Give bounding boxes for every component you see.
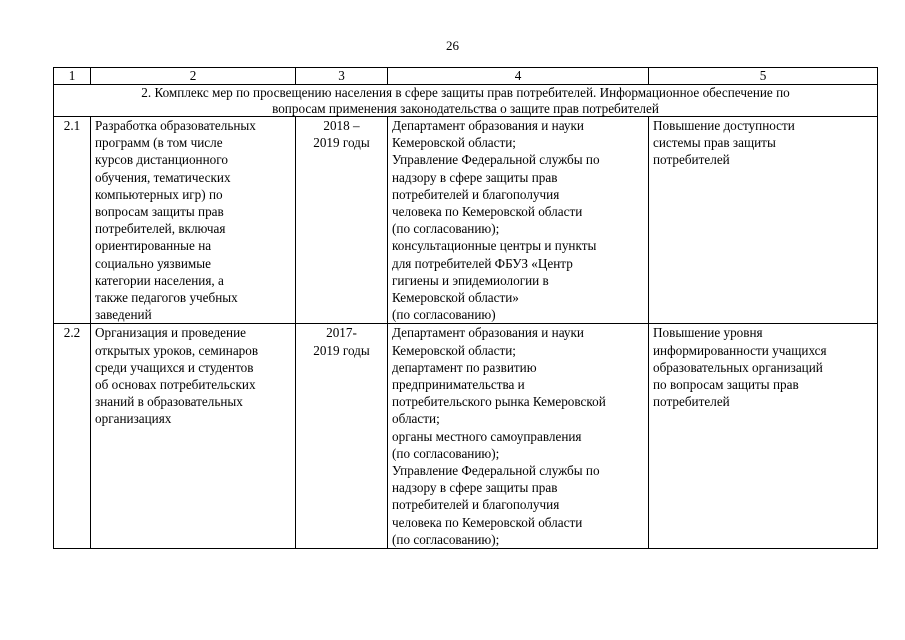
cell-line: (по согласованию): [392, 307, 496, 323]
cell-line: Повышение уровня: [653, 325, 763, 341]
cell-line: потребителей: [653, 394, 730, 410]
cell-line: (по согласованию);: [392, 531, 500, 547]
cell-line: Департамент образования и науки: [392, 118, 584, 133]
cell-line: гигиены и эпидемиологии в: [392, 272, 549, 288]
cell-line: Повышение доступности: [653, 118, 795, 133]
section-row: [54, 85, 878, 117]
cell-line: образовательных организаций: [653, 359, 823, 375]
cell-line: для потребителей ФБУЗ «Центр: [392, 255, 573, 271]
cell-line: по вопросам защиты прав: [653, 377, 799, 393]
measures-table: [53, 67, 878, 549]
cell-line: системы прав защиты: [653, 135, 776, 151]
table-row: [54, 324, 878, 549]
cell-line: области;: [392, 411, 440, 427]
cell-line: организациях: [95, 411, 172, 427]
cell-line: консультационные центры и пункты: [392, 238, 597, 254]
result-cell: [649, 117, 878, 324]
header-col-5: 5: [649, 68, 878, 85]
cell-line: человека по Кемеровской области: [392, 514, 583, 530]
cell-line: программ (в том числе: [95, 135, 223, 151]
period-cell: [296, 324, 388, 549]
cell-line: человека по Кемеровской области: [392, 204, 583, 220]
cell-line: социально уязвимые: [95, 255, 211, 271]
cell-line: Организация и проведение: [95, 325, 246, 341]
header-col-4: 4: [388, 68, 649, 85]
cell-line: органы местного самоуправления: [392, 428, 582, 444]
section-title-line: вопросам применения законодательства о защите прав потребителей: [272, 100, 659, 116]
header-col-1: 1: [54, 68, 91, 85]
cell-line: знаний в образовательных: [95, 394, 243, 410]
cell-line: среди учащихся и студентов: [95, 359, 254, 375]
cell-line: открытых уроков, семинаров: [95, 342, 259, 358]
header-row: [54, 68, 878, 85]
cell-line: об основах потребительских: [95, 377, 256, 393]
cell-line: 2019 годы: [313, 342, 370, 358]
cell-line: потребительского рынка Кемеровской: [392, 394, 606, 410]
cell-line: 2018 –: [323, 118, 360, 133]
cell-line: заведений: [95, 307, 152, 323]
cell-line: Кемеровской области;: [392, 342, 516, 358]
cell-line: Управление Федеральной службы по: [392, 152, 600, 168]
result-cell: [649, 324, 878, 549]
cell-line: потребителей: [653, 152, 730, 168]
cell-line: информированности учащихся: [653, 342, 827, 358]
cell-line: ориентированные на: [95, 238, 212, 254]
cell-line: (по согласованию);: [392, 221, 500, 237]
executors-cell: [388, 324, 649, 549]
row-number: 2.1: [54, 117, 91, 324]
cell-line: надзору в сфере защиты прав: [392, 480, 558, 496]
cell-line: потребителей и благополучия: [392, 497, 560, 513]
page-number: 26: [446, 38, 459, 53]
cell-line: департамент по развитию: [392, 359, 537, 375]
cell-line: Управление Федеральной службы по: [392, 463, 600, 479]
cell-line: потребителей, включая: [95, 221, 226, 237]
row-number: 2.2: [54, 324, 91, 549]
cell-line: 2017-: [326, 325, 357, 341]
cell-line: Разработка образовательных: [95, 118, 256, 133]
cell-line: Кемеровской области»: [392, 290, 519, 306]
cell-line: Департамент образования и науки: [392, 325, 584, 341]
section-title-line: 2. Комплекс мер по просвещению населения в сфере защиты прав потребителей. Информационное обеспечение по: [141, 85, 790, 100]
cell-line: надзору в сфере защиты прав: [392, 169, 558, 185]
cell-line: 2019 годы: [313, 135, 370, 151]
cell-line: Кемеровской области;: [392, 135, 516, 151]
period-cell: [296, 117, 388, 324]
cell-line: потребителей и благополучия: [392, 186, 560, 202]
cell-line: вопросам защиты прав: [95, 204, 224, 220]
activity-cell: [91, 117, 296, 324]
cell-line: компьютерных игр) по: [95, 186, 223, 202]
cell-line: также педагогов учебных: [95, 290, 238, 306]
cell-line: категории населения, а: [95, 272, 224, 288]
section-title: [54, 85, 878, 117]
header-col-2: 2: [91, 68, 296, 85]
cell-line: курсов дистанционного: [95, 152, 228, 168]
table-row: [54, 117, 878, 324]
cell-line: предпринимательства и: [392, 377, 525, 393]
header-col-3: 3: [296, 68, 388, 85]
cell-line: обучения, тематических: [95, 169, 231, 185]
executors-cell: [388, 117, 649, 324]
cell-line: (по согласованию);: [392, 445, 500, 461]
activity-cell: [91, 324, 296, 549]
